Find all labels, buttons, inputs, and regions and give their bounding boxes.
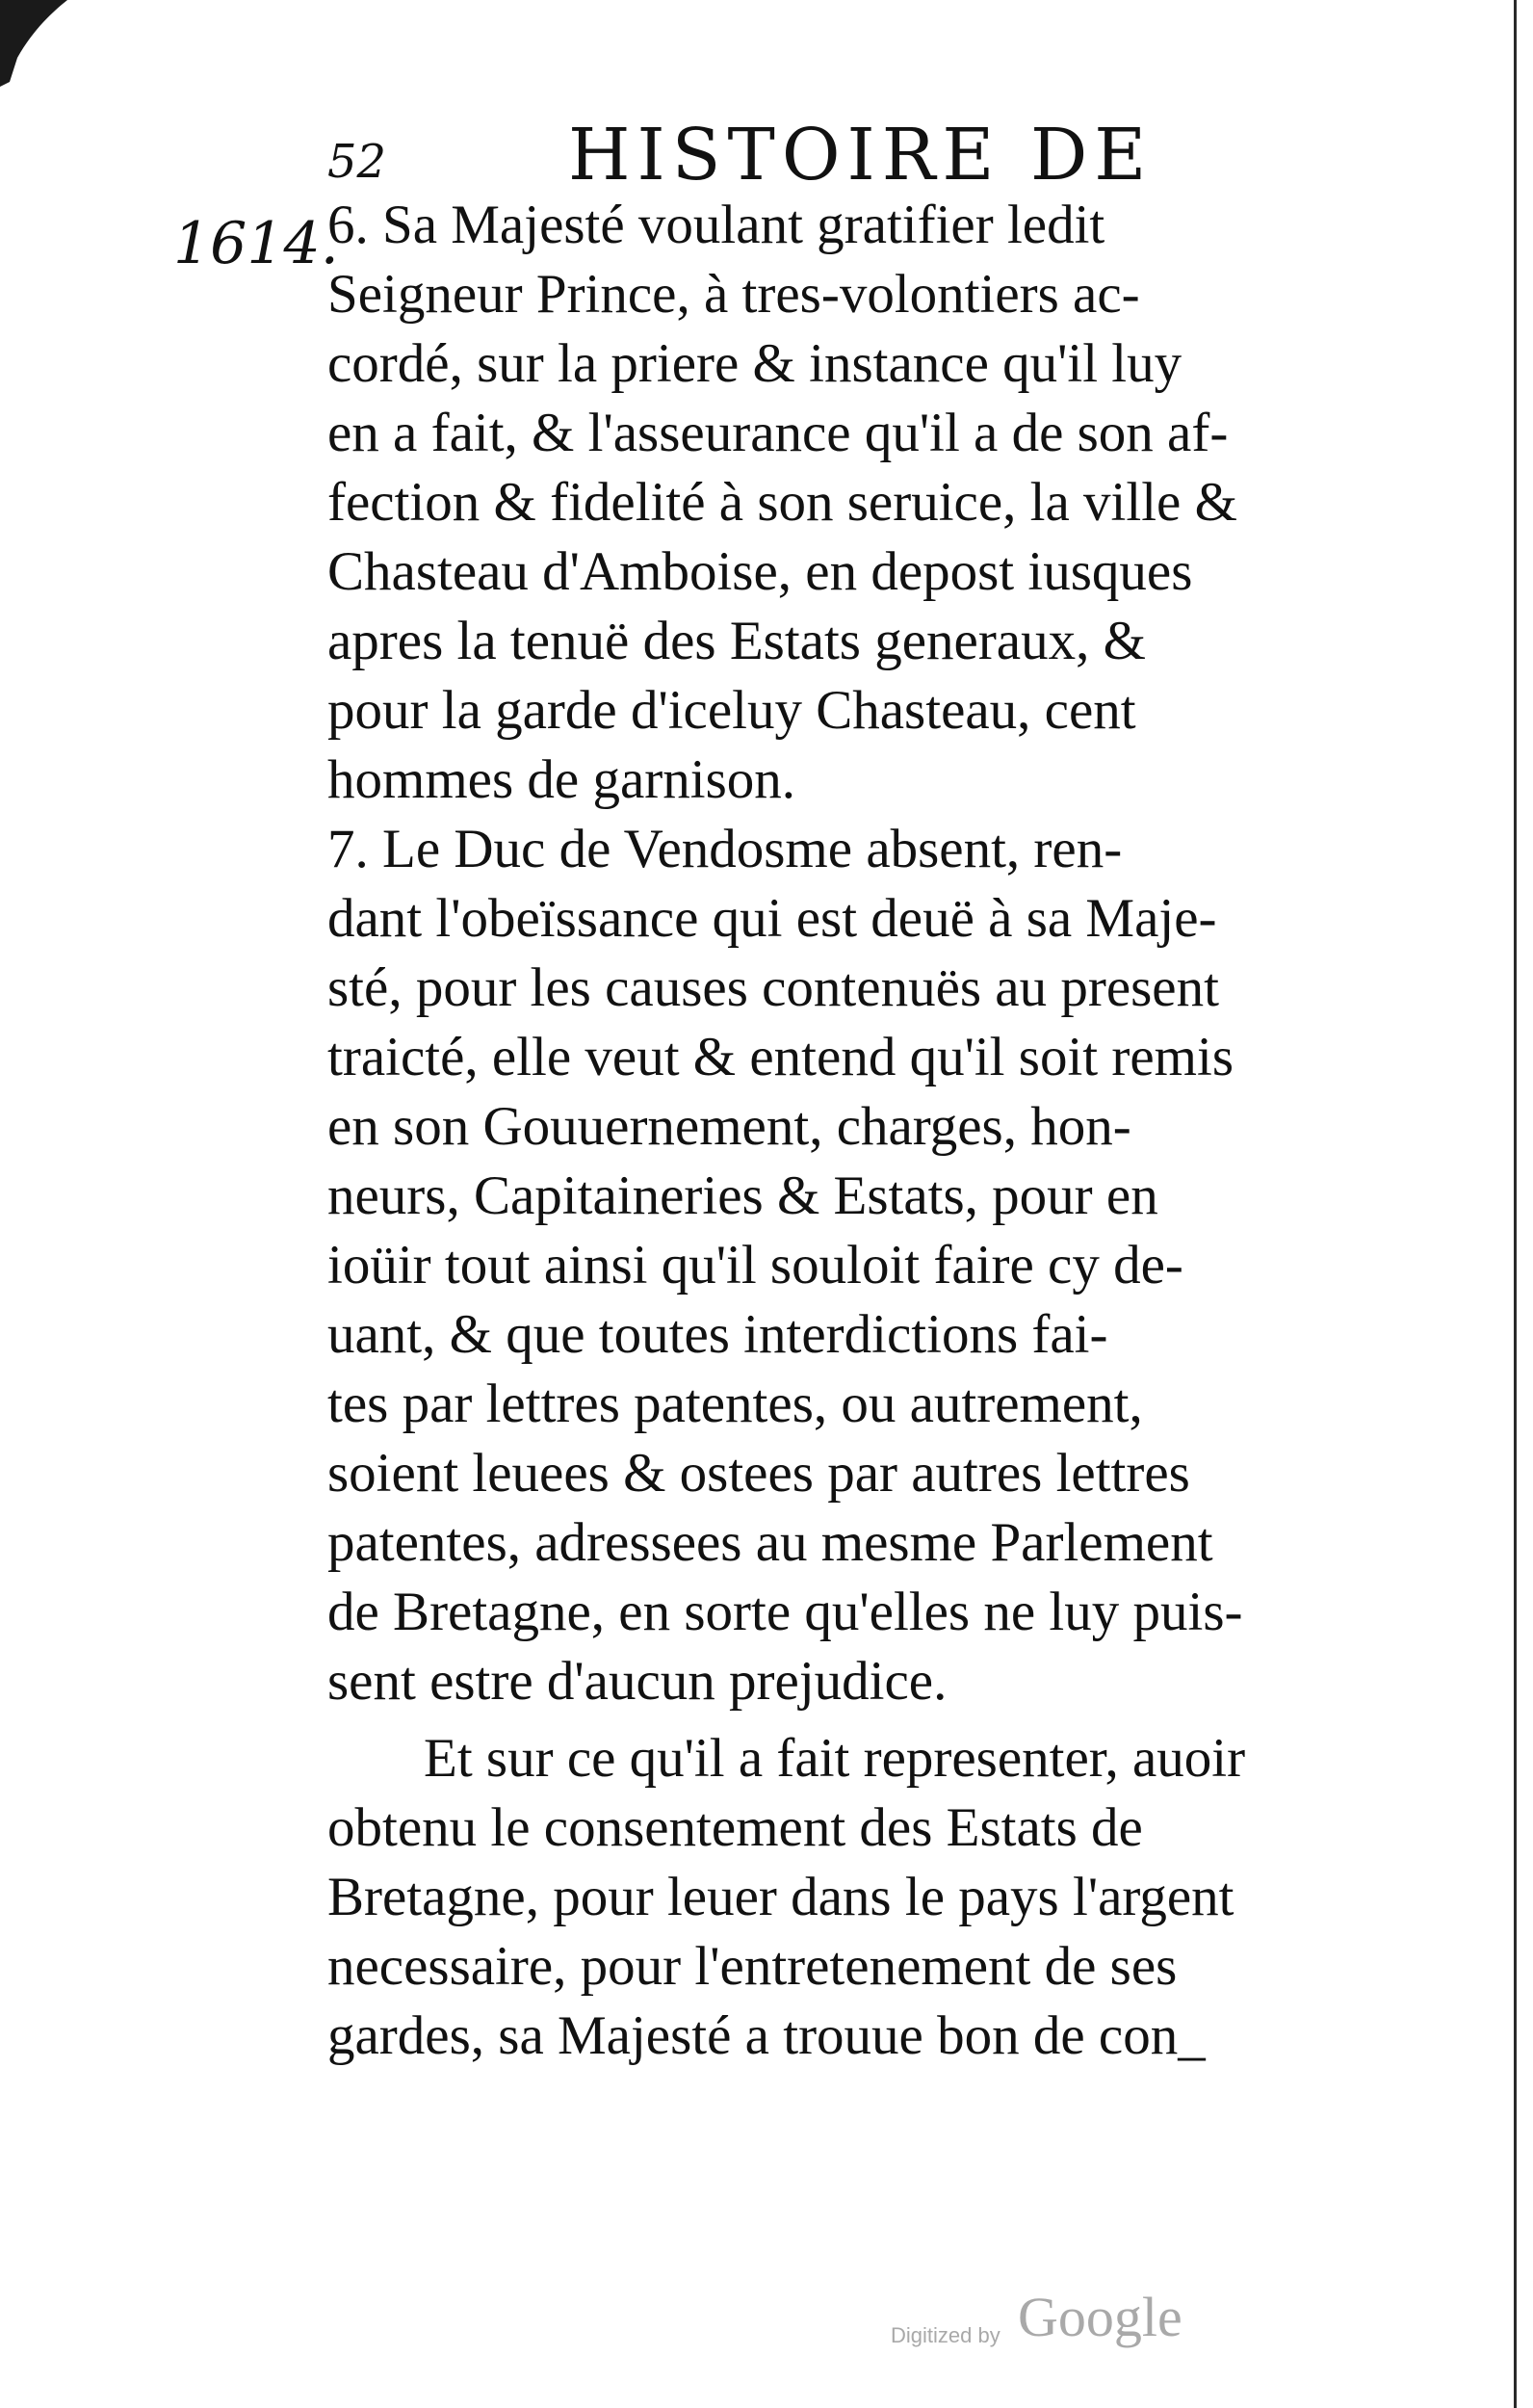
digitized-watermark [891,2285,1208,2352]
text-line: dant l'obeïssance qui est deuë à sa Maje- [327,888,1217,949]
page-number: 52 [327,135,387,189]
text-line: apres la tenuë des Estats generaux, & [327,611,1146,671]
text-line: Chasteau d'Amboise, en depost iusques [327,541,1193,602]
running-title: HISTOIRE DE [568,114,1154,196]
google-logo: Google [1018,2286,1182,2348]
text-line: hommes de garnison. [327,749,796,810]
text-line: fection & fidelité à son seruice, la ville & [327,472,1237,533]
text-line: tes par lettres patentes, ou autrement, [327,1374,1143,1434]
text-line: uant, & que toutes interdictions fai- [327,1304,1108,1365]
article-7-paragraph [327,815,1377,1716]
page-edge-line [1514,0,1517,2408]
margin-year-note: 1614. [173,210,339,277]
vendosme-guards-paragraph [327,1724,1377,2071]
text-line: sent estre d'aucun prejudice. [327,1651,948,1712]
text-line: Seigneur Prince, à tres-volontiers ac- [327,264,1140,325]
text-line: en a fait, & l'asseurance qu'il a de son af- [327,403,1229,463]
watermark-prefix: Digitized by [891,2323,1000,2347]
text-line: de Bretagne, en sorte qu'elles ne luy puis- [327,1582,1243,1642]
text-line: 6. Sa Majesté voulant gratifier ledit [327,195,1105,255]
text-line: gardes, sa Majesté a trouue bon de con_ [327,2005,1206,2066]
body-text [327,191,1377,2071]
page-corner-shadow [0,0,87,87]
text-line: traicté, elle veut & entend qu'il soit remis [327,1027,1234,1087]
article-6-paragraph [327,191,1377,815]
text-line: obtenu le consentement des Estats de [327,1797,1143,1858]
text-line: 7. Le Duc de Vendosme absent, ren- [327,819,1123,879]
text-line: Bretagne, pour leuer dans le pays l'argent [327,1867,1234,1927]
text-line: patentes, adressees au mesme Parlement [327,1512,1213,1573]
text-line: en son Gouuernement, charges, hon- [327,1096,1131,1157]
text-line: necessaire, pour l'entretenement de ses [327,1936,1178,1997]
text-line: soient leuees & ostees par autres lettres [327,1443,1190,1504]
text-line: neurs, Capitaineries & Estats, pour en [327,1165,1158,1226]
text-line: pour la garde d'iceluy Chasteau, cent [327,680,1136,741]
text-line: Et sur ce qu'il a fait representer, auoir [424,1728,1246,1789]
text-line: ioüir tout ainsi qu'il souloit faire cy de- [327,1235,1183,1296]
text-line: cordé, sur la priere & instance qu'il luy [327,333,1182,394]
text-line: sté, pour les causes contenuës au present [327,957,1219,1018]
